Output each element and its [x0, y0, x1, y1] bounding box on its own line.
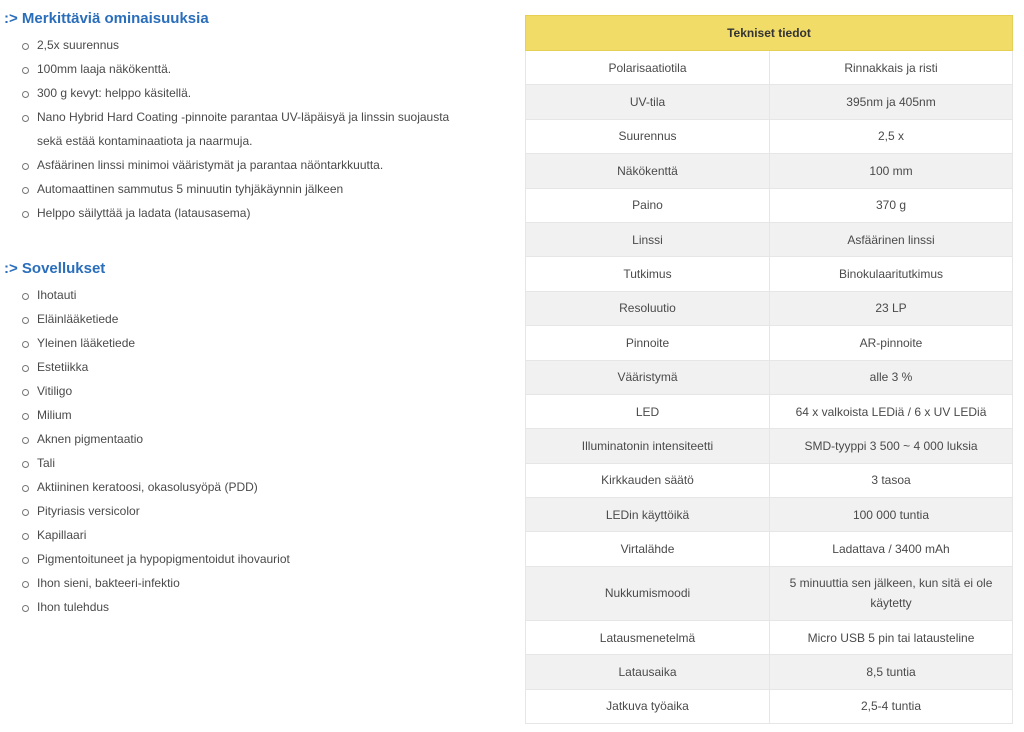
tech-specs-body [526, 51, 1013, 724]
spec-row [526, 85, 1013, 119]
applications-item: Eläinlääketiede [0, 307, 290, 331]
spec-row [526, 222, 1013, 256]
applications-item: Aktiininen keratoosi, okasolusyöpä (PDD) [0, 475, 290, 499]
features-item: 2,5x suurennus [0, 33, 449, 57]
spec-label: Vääristymä [526, 360, 770, 394]
tech-specs-header-row [526, 16, 1013, 51]
spec-row [526, 532, 1013, 566]
applications-item: Ihon sieni, bakteeri-infektio [0, 571, 290, 595]
spec-value: 64 x valkoista LEDiä / 6 x UV LEDiä [770, 394, 1013, 428]
spec-value: 5 minuuttia sen jälkeen, kun sitä ei ole käytetty [770, 566, 1013, 620]
spec-value: Ladattava / 3400 mAh [770, 532, 1013, 566]
spec-label: Resoluutio [526, 291, 770, 325]
spec-row [526, 326, 1013, 360]
spec-label: Näkökenttä [526, 154, 770, 188]
spec-label: Illuminatonin intensiteetti [526, 429, 770, 463]
spec-value: 2,5-4 tuntia [770, 689, 1013, 723]
features-item: Asfäärinen linssi minimoi vääristymät ja parantaa näöntarkkuutta. [0, 153, 449, 177]
spec-value: 370 g [770, 188, 1013, 222]
spec-value: Asfäärinen linssi [770, 222, 1013, 256]
spec-value: SMD-tyyppi 3 500 ~ 4 000 luksia [770, 429, 1013, 463]
applications-item: Ihotauti [0, 283, 290, 307]
spec-label: Kirkkauden säätö [526, 463, 770, 497]
applications-item: Pityriasis versicolor [0, 499, 290, 523]
applications-item: Vitiligo [0, 379, 290, 403]
features-item: 100mm laaja näkökenttä. [0, 57, 449, 81]
spec-label: Paino [526, 188, 770, 222]
spec-value: Binokulaaritutkimus [770, 257, 1013, 291]
spec-label: Virtalähde [526, 532, 770, 566]
spec-row [526, 620, 1013, 654]
spec-value: 395nm ja 405nm [770, 85, 1013, 119]
applications-item: Kapillaari [0, 523, 290, 547]
spec-row [526, 291, 1013, 325]
spec-value: 23 LP [770, 291, 1013, 325]
spec-row [526, 360, 1013, 394]
spec-label: LEDin käyttöikä [526, 498, 770, 532]
spec-row [526, 257, 1013, 291]
features-item: Automaattinen sammutus 5 minuutin tyhjäkäynnin jälkeen [0, 177, 449, 201]
applications-item: Milium [0, 403, 290, 427]
features-item: 300 g kevyt: helppo käsitellä. [0, 81, 449, 105]
spec-label: Linssi [526, 222, 770, 256]
applications-item: Tali [0, 451, 290, 475]
spec-row [526, 498, 1013, 532]
spec-row [526, 429, 1013, 463]
applications-item: Pigmentoituneet ja hypopigmentoidut ihovauriot [0, 547, 290, 571]
spec-label: Tutkimus [526, 257, 770, 291]
spec-label: LED [526, 394, 770, 428]
spec-label: UV-tila [526, 85, 770, 119]
applications-item: Aknen pigmentaatio [0, 427, 290, 451]
applications-item: Estetiikka [0, 355, 290, 379]
spec-value: alle 3 % [770, 360, 1013, 394]
spec-row [526, 655, 1013, 689]
applications-item: Yleinen lääketiede [0, 331, 290, 355]
features-list [0, 33, 449, 225]
applications-list [0, 283, 290, 619]
spec-row [526, 566, 1013, 620]
features-item: sekä estää kontaminaatiota ja naarmuja. [37, 134, 253, 148]
spec-label: Jatkuva työaika [526, 689, 770, 723]
spec-value: 2,5 x [770, 119, 1013, 153]
applications-heading: :> Sovellukset [4, 260, 106, 277]
spec-label: Latausmenetelmä [526, 620, 770, 654]
spec-value: 100 mm [770, 154, 1013, 188]
tech-specs-title: Tekniset tiedot [526, 16, 1013, 51]
spec-row [526, 119, 1013, 153]
spec-value: Micro USB 5 pin tai latausteline [770, 620, 1013, 654]
spec-value: AR-pinnoite [770, 326, 1013, 360]
spec-label: Pinnoite [526, 326, 770, 360]
spec-row [526, 394, 1013, 428]
features-item: Nano Hybrid Hard Coating -pinnoite parantaa UV-läpäisyä ja linssin suojausta [0, 105, 449, 129]
applications-item: Ihon tulehdus [0, 595, 290, 619]
spec-row [526, 463, 1013, 497]
spec-label: Polarisaatiotila [526, 51, 770, 85]
spec-row [526, 154, 1013, 188]
tech-specs-table [525, 15, 1013, 724]
spec-row [526, 188, 1013, 222]
spec-value: 3 tasoa [770, 463, 1013, 497]
spec-value: 100 000 tuntia [770, 498, 1013, 532]
spec-row [526, 51, 1013, 85]
spec-row [526, 689, 1013, 723]
spec-label: Nukkumismoodi [526, 566, 770, 620]
spec-value: 8,5 tuntia [770, 655, 1013, 689]
features-item: Helppo säilyttää ja ladata (latausasema) [0, 201, 449, 225]
spec-value: Rinnakkais ja risti [770, 51, 1013, 85]
spec-label: Latausaika [526, 655, 770, 689]
features-heading: :> Merkittäviä ominaisuuksia [4, 10, 209, 27]
spec-label: Suurennus [526, 119, 770, 153]
